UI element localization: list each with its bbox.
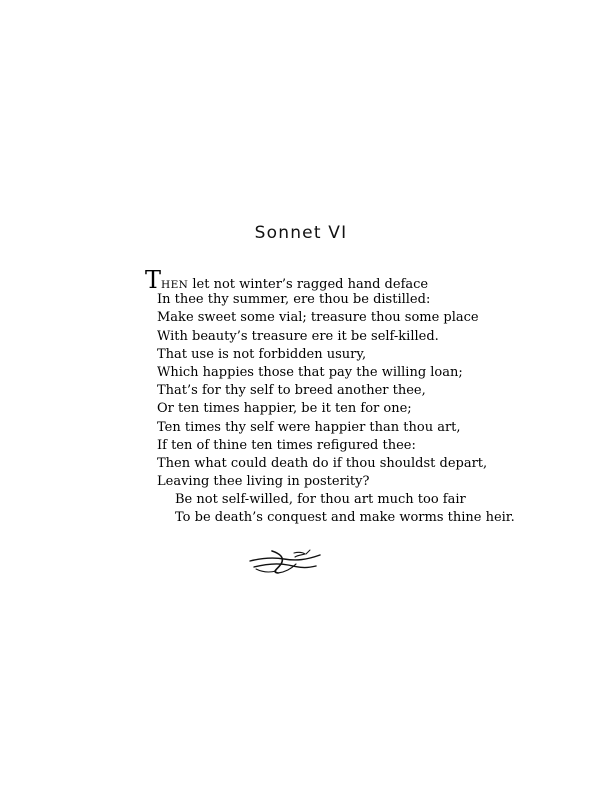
couplet-line: Be not self-willed, for thou art much too fair [175,492,466,508]
poem-line: Make sweet some vial; treasure thou some place [157,310,479,326]
poem-title: Sonnet VI [254,223,348,243]
poem-line: Then what could death do if thou shouldst depart, [157,455,488,471]
first-word-small-caps: HEN [161,279,189,291]
poem-line: Ten times thy self were happier than thou art, [157,419,461,435]
poem-line: Leaving thee living in posterity? [157,474,370,490]
poem-body [145,266,575,528]
poem-line: That’s for thy self to breed another thee, [157,383,426,399]
poem-line: Or ten times happier, be it ten for one; [157,401,412,417]
first-line-text: let not winter’s ragged hand deface [188,277,429,292]
poem-line: In thee thy summer, ere thou be distilled: [157,292,431,308]
drop-cap-letter: T [145,266,162,294]
poem-line: If ten of thine ten times refigured thee: [157,437,416,453]
poem-line: Which happies those that pay the willing loan; [157,364,463,380]
poem-line: With beauty’s treasure ere it be self-killed. [157,328,439,344]
poem-line: That use is not forbidden usury, [157,346,367,362]
flourish-ornament-icon [248,546,323,576]
poem-first-line [145,266,575,294]
couplet-line: To be death’s conquest and make worms thine heir. [175,510,515,526]
